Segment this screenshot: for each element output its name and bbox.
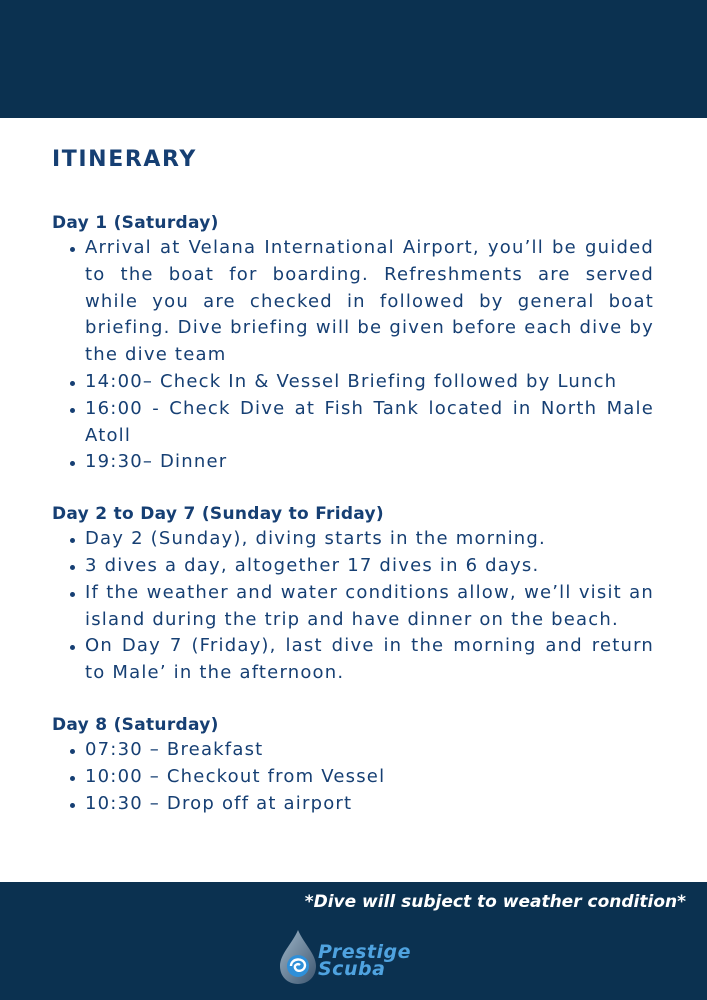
day-item-list	[52, 737, 654, 817]
itinerary-content	[52, 145, 654, 817]
list-item: 19:30– Dinner	[85, 449, 654, 476]
water-drop-icon	[278, 928, 320, 986]
day-section-1	[52, 211, 654, 476]
list-item: Arrival at Velana International Airport, you’ll be guided to the boat for boarding. Refreshments are served while you are checked in followed by general boat briefing. Dive briefing will be given before each dive by the dive team	[85, 235, 654, 369]
list-item: 10:30 – Drop off at airport	[85, 791, 654, 818]
list-item: If the weather and water conditions allow, we’ll visit an island during the trip and have dinner on the beach.	[85, 580, 654, 634]
prestige-scuba-logo	[278, 928, 438, 988]
list-item: 16:00 - Check Dive at Fish Tank located in North Male Atoll	[85, 396, 654, 450]
header-band	[0, 0, 707, 118]
day-heading: Day 2 to Day 7 (Sunday to Friday)	[52, 504, 385, 525]
day-heading: Day 8 (Saturday)	[52, 714, 219, 735]
day-heading: Day 1 (Saturday)	[52, 213, 219, 233]
logo-wordmark	[318, 941, 411, 980]
day-section-2	[52, 502, 654, 687]
list-item: 14:00– Check In & Vessel Briefing followed by Lunch	[85, 369, 654, 396]
list-item: Day 2 (Sunday), diving starts in the morning.	[85, 526, 654, 553]
list-item: 3 dives a day, altogether 17 dives in 6 days.	[85, 553, 654, 580]
logo-line-1: Prestige	[318, 941, 411, 963]
day-section-3	[52, 713, 654, 817]
weather-note: *Dive will subject to weather condition*	[304, 892, 686, 912]
list-item: 10:00 – Checkout from Vessel	[85, 764, 654, 791]
page-title: ITINERARY	[52, 147, 197, 172]
day-item-list	[52, 235, 654, 476]
footer-band	[0, 882, 707, 1000]
list-item: 07:30 – Breakfast	[85, 737, 654, 764]
list-item: On Day 7 (Friday), last dive in the morning and return to Male’ in the afternoon.	[85, 633, 654, 687]
day-item-list	[52, 526, 654, 687]
logo-line-2: Scuba	[318, 958, 386, 980]
